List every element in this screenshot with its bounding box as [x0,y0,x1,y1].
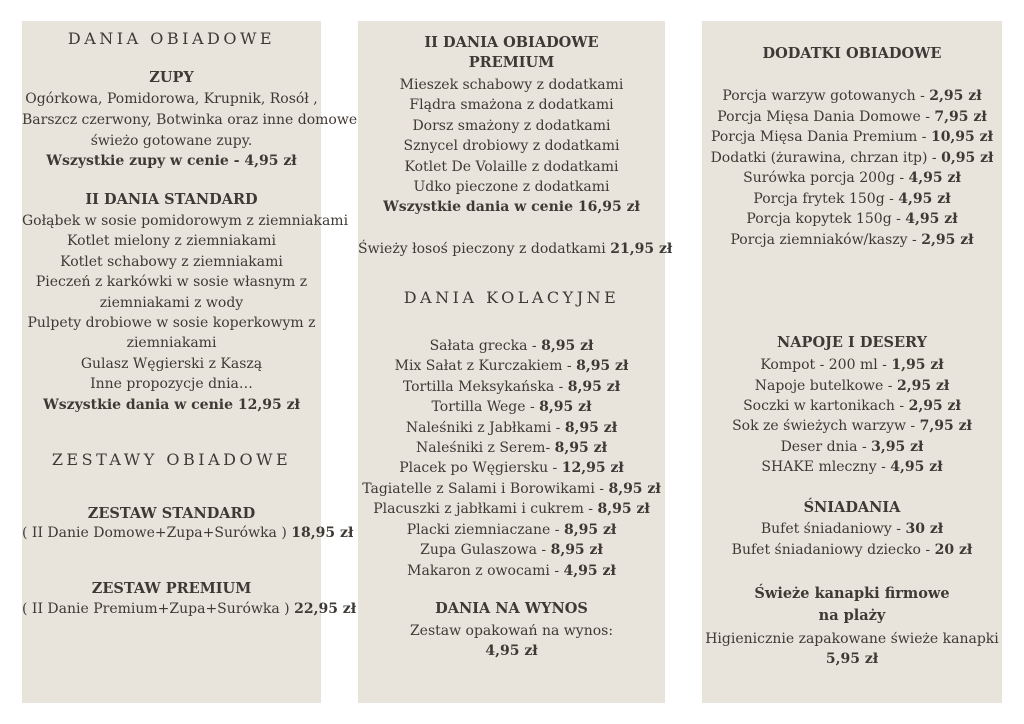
napoje-name: Napoje butelkowe - [754,378,893,394]
dodatki-name: Porcja ziemniaków/kaszy - [730,232,917,248]
sniadania-price: 20 zł [934,542,973,558]
dodatki-price: 10,95 zł [930,129,994,145]
napoje-item [702,416,1002,436]
kolacja-item [358,418,665,438]
napoje-item [702,457,1002,477]
wynos-price: 4,95 zł [485,643,538,659]
napoje-price: 1,95 zł [891,357,944,373]
kolacja-item [358,356,665,376]
napoje-title: NAPOJE I DESERY [777,334,927,351]
sniadania-name: Bufet śniadaniowy - [760,521,902,537]
standard-item: Inne propozycje dnia… [90,376,253,392]
standard-item: Gołąbek w sosie pomidorowym z ziemniakami [22,213,349,229]
zestaw-premium-line [22,599,357,619]
zestaw-premium-title: ZESTAW PREMIUM [91,580,252,597]
losos-name: Świeży łosoś pieczony z dodatkami [358,241,606,257]
napoje-item [702,355,1002,375]
dodatki-name: Surówka porcja 200g - [743,170,905,186]
dodatki-item [702,148,1002,168]
standard-item: Pulpety drobiowe w sosie koperkowym z [27,315,316,331]
dodatki-name: Porcja warzyw gotowanych - [722,88,925,104]
dodatki-price: 7,95 zł [934,109,987,125]
napoje-item [702,437,1002,457]
kanapki-price: 5,95 zł [825,651,879,667]
dodatki-price: 4,95 zł [898,191,951,207]
napoje-name: Kompot - 200 ml - [760,357,887,373]
standard-item: ziemniakami z wody [99,295,244,311]
losos-line [358,239,673,259]
kolacja-price: 8,95 zł [597,501,650,517]
kolacja-price: 4,95 zł [563,563,616,579]
zupy-line: świeżo gotowane zupy. [90,133,253,149]
kolacja-name: Makaron z owocami - [407,563,560,579]
kolacja-item [358,397,665,417]
kolacja-name: Placuszki z jabłkami i cukrem - [373,501,594,517]
zestaw-premium-price: 22,95 zł [294,601,357,617]
napoje-name: SHAKE mleczny - [761,459,886,475]
kolacja-item [358,336,665,356]
kolacja-name: Placek po Węgiersku - [399,460,558,476]
kolacja-item [358,479,665,499]
dodatki-name: Porcja Mięsa Dania Domowe - [717,109,930,125]
premium-item: Kotlet De Volaille z dodatkami [404,159,619,175]
menu-column-right [702,21,1002,703]
zupy-title: ZUPY [149,69,194,86]
kolacja-name: Tagiatelle z Salami i Borowikami - [362,481,604,497]
dodatki-name: Porcja kopytek 150g - [746,211,901,227]
dodatki-item [702,189,1002,209]
kolacja-price: 12,95 zł [561,460,624,476]
premium-title-2: PREMIUM [468,54,555,71]
napoje-name: Sok ze świeżych warzyw - [732,418,916,434]
standard-item: Pieczeń z karkówki w sosie własnym z [35,274,308,290]
dodatki-name: Porcja Mięsa Dania Premium - [710,129,927,145]
kolacja-item [358,499,665,519]
wynos-title: DANIA NA WYNOS [435,600,588,617]
dodatki-item [702,127,1002,147]
dodatki-item [702,168,1002,188]
kolacja-item [358,458,665,478]
dodatki-price: 4,95 zł [908,170,961,186]
zestaw-standard-title: ZESTAW STANDARD [87,505,256,522]
kolacja-item [358,561,665,581]
sniadania-item [702,540,1002,560]
kolacja-item [358,540,665,560]
section-title-zestawy: ZESTAWY OBIADOWE [51,450,292,469]
dodatki-item [702,209,1002,229]
zupy-line: Ogórkowa, Pomidorowa, Krupnik, Rosół , [25,91,318,107]
kolacja-name: Naleśniki z Serem- [416,440,551,456]
kolacja-price: 8,95 zł [576,358,629,374]
zupy-line: Barszcz czerwony, Botwinka oraz inne domowe [22,112,358,128]
napoje-item [702,396,1002,416]
sniadania-title: ŚNIADANIA [803,499,901,516]
premium-item: Sznycel drobiowy z dodatkami [403,138,620,154]
kolacja-item [358,438,665,458]
dodatki-price: 2,95 zł [929,88,982,104]
zestaw-standard-price: 18,95 zł [291,525,354,541]
napoje-price: 3,95 zł [871,439,924,455]
kanapki-title: Świeże kanapki firmowe [754,585,950,602]
standard-item: Kotlet mielony z ziemniakami [67,233,276,249]
zestaw-premium-desc: ( II Danie Premium+Zupa+Surówka ) [22,601,290,617]
standard-item: Gulasz Węgierski z Kaszą [80,356,263,372]
napoje-name: Deser dnia - [780,439,867,455]
kolacja-price: 8,95 zł [608,481,661,497]
napoje-item [702,376,1002,396]
standard-title: II DANIA STANDARD [85,191,258,208]
zestaw-standard-line [22,523,354,543]
napoje-price: 2,95 zł [896,378,950,394]
premium-price-line: Wszystkie dania w cenie 16,95 zł [383,199,640,215]
losos-price: 21,95 zł [610,241,673,257]
standard-price-line: Wszystkie dania w cenie 12,95 zł [43,397,300,413]
kolacja-name: Zupa Gulaszowa - [420,542,547,558]
dodatki-name: Porcja frytek 150g - [753,191,894,207]
kolacja-item [358,377,665,397]
zupy-price-line: Wszystkie zupy w cenie - 4,95 zł [46,153,297,169]
dodatki-item [702,230,1002,250]
menu-column-left [22,21,358,703]
kolacja-name: Tortilla Wege - [431,399,535,415]
dodatki-price: 0,95 zł [941,150,994,166]
kolacja-price: 8,95 zł [541,338,594,354]
standard-item: ziemniakami [126,335,217,351]
sniadania-name: Bufet śniadaniowy dziecko - [731,542,931,558]
kanapki-title-2: na plaży [818,607,886,624]
kolacja-name: Mix Sałat z Kurczakiem - [394,358,572,374]
kolacja-price: 8,95 zł [539,399,592,415]
dodatki-price: 2,95 zł [921,232,974,248]
kolacja-price: 8,95 zł [564,420,618,436]
dodatki-title: DODATKI OBIADOWE [762,45,942,62]
dodatki-price: 4,95 zł [905,211,958,227]
kanapki-line: Higienicznie zapakowane świeże kanapki [705,631,999,647]
premium-title: II DANIA OBIADOWE [424,34,599,51]
standard-item: Kotlet schabowy z ziemniakami [60,254,283,270]
section-title-dania-obiadowe: DANIA OBIADOWE [67,29,276,48]
kolacja-name: Tortilla Meksykańska - [402,379,564,395]
kolacja-price: 8,95 zł [563,522,617,538]
dodatki-name: Dodatki (żurawina, chrzan itp) - [710,150,937,166]
napoje-name: Soczki w kartonikach - [743,398,905,414]
kolacja-name: Placki ziemniaczane - [406,522,560,538]
kolacja-name: Naleśniki z Jabłkami - [405,420,561,436]
kolacja-name: Sałata grecka - [429,338,537,354]
premium-item: Flądra smażona z dodatkami [409,97,614,113]
dodatki-item [702,86,1002,106]
sniadania-item [702,519,1002,539]
sniadania-price: 30 zł [905,521,944,537]
premium-item: Dorsz smażony z dodatkami [412,118,611,134]
section-title-kolacyjne: DANIA KOLACYJNE [403,288,620,307]
menu-column-middle [358,21,673,703]
kolacja-item [358,520,665,540]
napoje-price: 4,95 zł [890,459,943,475]
premium-item: Udko pieczone z dodatkami [413,179,610,195]
kolacja-price: 8,95 zł [554,440,607,456]
zestaw-standard-desc: ( II Danie Domowe+Zupa+Surówka ) [22,525,287,541]
napoje-price: 7,95 zł [919,418,972,434]
wynos-line: Zestaw opakowań na wynos: [409,623,614,639]
kolacja-price: 8,95 zł [567,379,621,395]
dodatki-item [702,107,1002,127]
kolacja-price: 8,95 zł [550,542,603,558]
premium-item: Mieszek schabowy z dodatkami [399,77,624,93]
napoje-price: 2,95 zł [908,398,961,414]
